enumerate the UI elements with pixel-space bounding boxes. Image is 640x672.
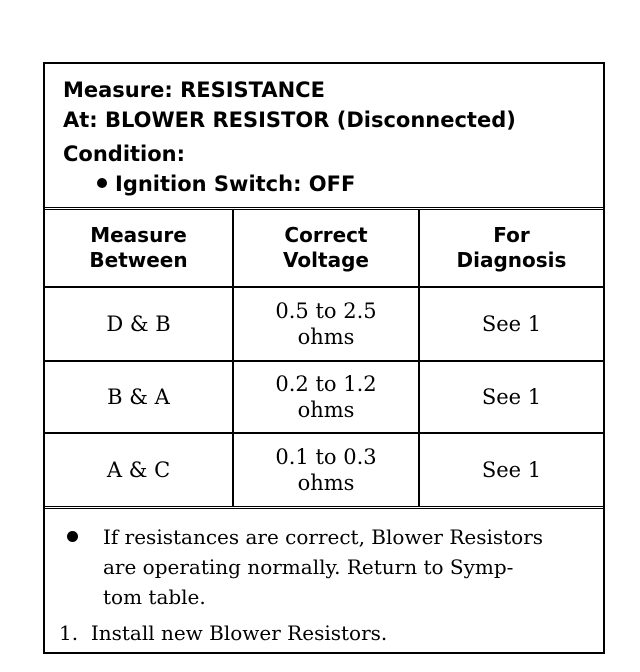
table-cell-value: 0.5 to 2.5 ohms	[275, 298, 377, 349]
column-header-measure-between: Measure Between	[89, 223, 188, 272]
table-cell-diagnosis: See 1	[481, 457, 542, 482]
diagnosis-notes	[45, 506, 603, 654]
column-header-correct-voltage: Correct Voltage	[283, 223, 369, 272]
note-number: 1.	[59, 621, 79, 645]
numbered-note	[59, 623, 387, 643]
diagnostic-panel	[43, 62, 605, 654]
note-text: Install new Blower Resistors.	[90, 621, 388, 645]
note-line: are operating normally. Return to Symp-	[103, 555, 514, 579]
resistance-table	[45, 210, 603, 506]
table-cell-between: A & C	[106, 457, 171, 482]
condition-item	[97, 174, 355, 195]
at-line: At: BLOWER RESISTOR (Disconnected)	[63, 108, 516, 132]
table-cell-value: 0.1 to 0.3 ohms	[275, 444, 377, 495]
measure-line: Measure: RESISTANCE	[63, 78, 325, 102]
condition-line: Condition:	[63, 142, 186, 166]
test-conditions-header	[45, 64, 603, 210]
table-cell-diagnosis: See 1	[481, 384, 542, 409]
bullet-icon	[67, 531, 78, 542]
table-cell-value: 0.2 to 1.2 ohms	[275, 371, 377, 422]
condition-item-text: Ignition Switch: OFF	[115, 172, 356, 196]
table-cell-between: D & B	[106, 311, 171, 336]
note-line: If resistances are correct, Blower Resistors	[103, 525, 544, 549]
bullet-icon	[97, 178, 107, 188]
table-cell-between: B & A	[107, 384, 170, 409]
column-header-for-diagnosis: For Diagnosis	[456, 223, 567, 272]
note-line: tom table.	[103, 585, 206, 609]
table-cell-diagnosis: See 1	[481, 311, 542, 336]
